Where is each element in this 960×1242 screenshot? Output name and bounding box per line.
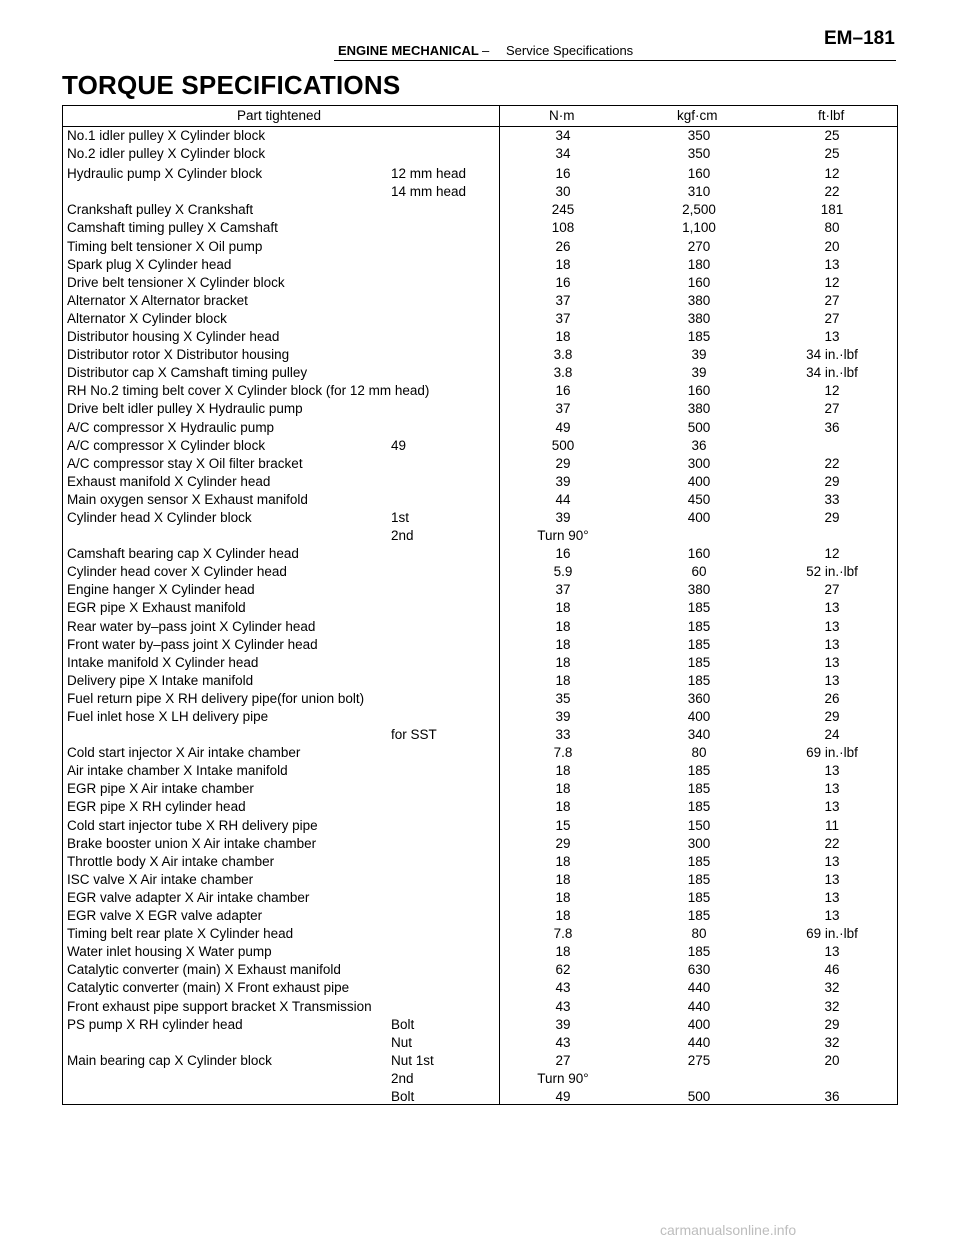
torque-kgfcm-cell: 400 (687, 509, 711, 525)
table-row (63, 346, 897, 364)
torque-ftlbf-cell: 13 (824, 636, 840, 652)
torque-nm-cell: 18 (555, 600, 571, 616)
torque-ftlbf-cell: 13 (824, 853, 840, 869)
page-header (0, 0, 960, 64)
table-row (63, 1034, 897, 1052)
torque-nm-cell: 18 (555, 889, 571, 905)
page-number: EM–181 (824, 28, 895, 49)
table-row (63, 636, 897, 654)
table-row (63, 509, 897, 527)
torque-ftlbf-cell: 33 (824, 491, 840, 507)
part-tightened-cell: A/C compressor stay X Oil filter bracket (67, 455, 303, 471)
column-header-part: Part tightened (237, 108, 322, 123)
torque-nm-cell: 43 (555, 998, 571, 1014)
torque-nm-cell: 37 (555, 401, 571, 417)
table-row (63, 762, 897, 780)
table-row (63, 998, 897, 1016)
torque-kgfcm-cell: 350 (687, 146, 711, 162)
torque-nm-cell: 39 (555, 473, 571, 489)
torque-nm-cell: 18 (555, 763, 571, 779)
part-tightened-cell: Air intake chamber X Intake manifold (67, 763, 288, 779)
torque-ftlbf-cell: 13 (824, 600, 840, 616)
table-row (63, 925, 897, 943)
condition-note-cell: Nut (391, 1034, 413, 1050)
table-row (63, 961, 897, 979)
part-tightened-cell: Throttle body X Air intake chamber (67, 853, 275, 869)
torque-nm-cell: 34 (555, 128, 571, 143)
table-row (63, 382, 897, 400)
table-row (63, 491, 897, 509)
torque-ftlbf-cell: 13 (824, 781, 840, 797)
torque-ftlbf-cell: 46 (824, 962, 840, 978)
torque-ftlbf-cell: 13 (824, 799, 840, 815)
part-tightened-cell: Timing belt rear plate X Cylinder head (67, 926, 294, 942)
torque-kgfcm-cell: 500 (687, 1088, 711, 1104)
torque-ftlbf-cell: 12 (824, 166, 840, 182)
torque-kgfcm-cell: 400 (687, 473, 711, 489)
torque-kgfcm-cell: 185 (687, 908, 711, 924)
torque-nm-cell: 3.8 (553, 365, 573, 381)
part-tightened-cell: ISC valve X Air intake chamber (67, 871, 254, 887)
torque-ftlbf-cell: 34 in.·lbf (806, 347, 858, 363)
torque-kgfcm-cell: 440 (687, 980, 711, 996)
torque-kgfcm-cell: 1,100 (682, 220, 716, 236)
torque-kgfcm-cell: 380 (687, 310, 711, 326)
table-row (63, 943, 897, 961)
torque-kgfcm-cell: 36 (691, 437, 707, 453)
part-tightened-cell: Camshaft bearing cap X Cylinder head (67, 546, 299, 562)
torque-nm-cell: 43 (555, 1034, 571, 1050)
torque-ftlbf-cell: 22 (824, 184, 840, 200)
condition-note-cell: 2nd (391, 1070, 414, 1086)
table-row (63, 310, 897, 328)
torque-ftlbf-cell: 26 (824, 690, 840, 706)
torque-kgfcm-cell: 80 (691, 745, 707, 761)
torque-nm-cell: 37 (555, 582, 571, 598)
page-title: TORQUE SPECIFICATIONS (62, 70, 401, 100)
torque-kgfcm-cell: 185 (687, 853, 711, 869)
torque-kgfcm-cell: 400 (687, 1016, 711, 1032)
table-row (63, 219, 897, 237)
torque-nm-cell: 15 (555, 817, 571, 833)
torque-ftlbf-cell: 69 in.·lbf (806, 745, 858, 761)
table-row (63, 907, 897, 925)
table-row (63, 527, 897, 545)
torque-kgfcm-cell: 400 (687, 709, 711, 724)
part-tightened-cell: Main oxygen sensor X Exhaust manifold (67, 491, 308, 507)
torque-ftlbf-cell: 13 (824, 889, 840, 905)
table-row (63, 690, 897, 708)
part-tightened-cell: Front water by–pass joint X Cylinder head (67, 636, 318, 652)
part-tightened-cell: Brake booster union X Air intake chamber (67, 835, 317, 851)
table-row (63, 853, 897, 871)
torque-ftlbf-cell: 29 (824, 709, 840, 724)
part-tightened-cell: Water inlet housing X Water pump (67, 944, 272, 960)
torque-kgfcm-cell: 80 (691, 926, 707, 942)
table-row (63, 979, 897, 997)
torque-nm-cell: 500 (551, 437, 575, 453)
condition-note-cell: Bolt (391, 1016, 415, 1032)
torque-kgfcm-cell: 500 (687, 419, 711, 435)
torque-nm-cell: 30 (555, 184, 571, 200)
torque-kgfcm-cell: 350 (687, 128, 711, 143)
torque-kgfcm-cell: 185 (687, 781, 711, 797)
torque-nm-cell: 16 (555, 546, 571, 562)
torque-kgfcm-cell: 185 (687, 944, 711, 960)
torque-ftlbf-cell: 12 (824, 274, 840, 290)
torque-nm-cell: 18 (555, 636, 571, 652)
torque-kgfcm-cell: 60 (691, 564, 707, 580)
torque-kgfcm-cell: 380 (687, 401, 711, 417)
torque-nm-cell: 18 (555, 256, 571, 272)
torque-nm-cell: 27 (555, 1052, 571, 1068)
torque-ftlbf-cell: 20 (824, 238, 840, 254)
table-row (63, 817, 897, 835)
torque-kgfcm-cell: 185 (687, 600, 711, 616)
torque-kgfcm-cell: 2,500 (682, 202, 716, 218)
part-tightened-cell: Cold start injector X Air intake chamber (67, 745, 301, 761)
torque-ftlbf-cell: 29 (824, 509, 840, 525)
torque-nm-cell: 39 (555, 709, 571, 724)
torque-kgfcm-cell: 630 (687, 962, 711, 978)
torque-kgfcm-cell: 160 (687, 383, 711, 399)
torque-ftlbf-cell: 80 (824, 220, 840, 236)
torque-kgfcm-cell: 160 (687, 166, 711, 182)
torque-kgfcm-cell: 185 (687, 889, 711, 905)
torque-nm-cell: 18 (555, 781, 571, 797)
table-row (63, 618, 897, 636)
torque-ftlbf-cell: 27 (824, 582, 840, 598)
torque-spec-table (62, 105, 898, 1105)
torque-kgfcm-cell: 180 (687, 256, 711, 272)
table-row (63, 744, 897, 762)
table-row (63, 1070, 897, 1088)
torque-kgfcm-cell: 185 (687, 672, 711, 688)
table-row (63, 563, 897, 581)
torque-ftlbf-cell: 22 (824, 835, 840, 851)
part-tightened-cell: PS pump X RH cylinder head (67, 1016, 243, 1032)
part-tightened-cell: Engine hanger X Cylinder head (67, 582, 255, 598)
torque-ftlbf-cell: 36 (824, 1088, 840, 1104)
table-row (63, 835, 897, 853)
torque-ftlbf-cell: 32 (824, 998, 840, 1014)
torque-ftlbf-cell: 13 (824, 871, 840, 887)
table-row (63, 599, 897, 617)
torque-ftlbf-cell: 24 (824, 727, 840, 743)
torque-ftlbf-cell: 27 (824, 292, 840, 308)
torque-ftlbf-cell: 13 (824, 908, 840, 924)
part-tightened-cell: Main bearing cap X Cylinder block (67, 1052, 272, 1068)
part-tightened-cell: A/C compressor X Hydraulic pump (67, 419, 275, 435)
torque-ftlbf-cell: 32 (824, 1034, 840, 1050)
torque-kgfcm-cell: 380 (687, 582, 711, 598)
torque-nm-cell: 37 (555, 310, 571, 326)
table-row (63, 165, 897, 183)
torque-kgfcm-cell: 300 (687, 835, 711, 851)
torque-nm-cell: 18 (555, 908, 571, 924)
torque-ftlbf-cell: 13 (824, 618, 840, 634)
condition-note-cell: for SST (391, 727, 437, 743)
torque-nm-cell: 7.8 (553, 926, 573, 942)
part-tightened-cell: EGR valve adapter X Air intake chamber (67, 889, 310, 905)
part-tightened-cell: Camshaft timing pulley X Camshaft (67, 220, 278, 236)
table-row (63, 437, 897, 455)
torque-nm-cell: 18 (555, 672, 571, 688)
torque-ftlbf-cell: 52 in.·lbf (806, 564, 858, 580)
header-rule (334, 60, 896, 61)
part-tightened-cell: Exhaust manifold X Cylinder head (67, 473, 271, 489)
torque-nm-cell: Turn 90° (537, 1070, 589, 1086)
torque-kgfcm-cell: 185 (687, 654, 711, 670)
torque-nm-cell: 245 (551, 202, 575, 218)
torque-nm-cell: Turn 90° (537, 528, 589, 544)
torque-nm-cell: 39 (555, 509, 571, 525)
torque-ftlbf-cell: 13 (824, 944, 840, 960)
table-row (63, 1052, 897, 1070)
torque-ftlbf-cell: 25 (824, 128, 840, 143)
torque-nm-cell: 37 (555, 292, 571, 308)
table-row (63, 127, 897, 145)
torque-nm-cell: 34 (555, 146, 571, 162)
table-row (63, 545, 897, 563)
part-tightened-cell: A/C compressor X Cylinder block (67, 437, 266, 453)
table-row (63, 889, 897, 907)
torque-kgfcm-cell: 185 (687, 763, 711, 779)
torque-kgfcm-cell: 185 (687, 329, 711, 345)
part-tightened-cell: Timing belt tensioner X Oil pump (67, 238, 263, 254)
torque-kgfcm-cell: 300 (687, 455, 711, 471)
part-tightened-cell: Distributor cap X Camshaft timing pulley (67, 365, 308, 381)
torque-kgfcm-cell: 185 (687, 799, 711, 815)
table-row (63, 400, 897, 418)
torque-kgfcm-cell: 160 (687, 274, 711, 290)
table-row (63, 201, 897, 219)
torque-nm-cell: 49 (555, 1088, 571, 1104)
torque-kgfcm-cell: 270 (687, 238, 711, 254)
condition-note-cell: Nut 1st (391, 1052, 434, 1068)
part-tightened-cell: Cylinder head X Cylinder block (67, 509, 252, 525)
part-tightened-cell: Distributor housing X Cylinder head (67, 329, 280, 345)
torque-kgfcm-cell: 275 (687, 1052, 711, 1068)
watermark-text: carmanualsonline.info (660, 1222, 797, 1238)
part-tightened-cell: Catalytic converter (main) X Front exhaust pipe (67, 980, 350, 996)
table-row (63, 364, 897, 382)
part-tightened-cell: Hydraulic pump X Cylinder block (67, 166, 263, 182)
part-tightened-cell: EGR pipe X Air intake chamber (67, 781, 254, 797)
part-tightened-cell: Delivery pipe X Intake manifold (67, 672, 254, 688)
torque-ftlbf-cell: 13 (824, 763, 840, 779)
part-tightened-cell: EGR pipe X RH cylinder head (67, 799, 246, 815)
condition-note-cell: 14 mm head (391, 184, 467, 200)
header-section-title: ENGINE MECHANICAL (338, 43, 479, 58)
part-tightened-cell: Fuel return pipe X RH delivery pipe(for union bolt) (67, 690, 365, 706)
part-tightened-cell: EGR pipe X Exhaust manifold (67, 600, 246, 616)
part-tightened-cell: Distributor rotor X Distributor housing (67, 347, 290, 363)
torque-kgfcm-cell: 185 (687, 636, 711, 652)
table-row (63, 798, 897, 816)
torque-nm-cell: 39 (555, 1016, 571, 1032)
torque-nm-cell: 16 (555, 274, 571, 290)
table-row (63, 708, 897, 726)
torque-kgfcm-cell: 39 (691, 347, 707, 363)
torque-kgfcm-cell: 39 (691, 365, 707, 381)
column-header-kgfcm: kgf·cm (677, 108, 718, 123)
torque-ftlbf-cell: 29 (824, 473, 840, 489)
torque-ftlbf-cell: 20 (824, 1052, 840, 1068)
part-tightened-cell: No.2 idler pulley X Cylinder block (67, 146, 266, 162)
table-row (63, 292, 897, 310)
torque-ftlbf-cell: 27 (824, 401, 840, 417)
table-row (63, 419, 897, 437)
table-row (63, 455, 897, 473)
torque-kgfcm-cell: 360 (687, 690, 711, 706)
torque-ftlbf-cell: 13 (824, 329, 840, 345)
torque-nm-cell: 26 (555, 238, 571, 254)
torque-ftlbf-cell: 181 (820, 202, 844, 218)
torque-ftlbf-cell: 29 (824, 1016, 840, 1032)
torque-kgfcm-cell: 440 (687, 1034, 711, 1050)
part-tightened-cell: Catalytic converter (main) X Exhaust manifold (67, 962, 341, 978)
column-header-nm: N·m (549, 108, 575, 123)
torque-nm-cell: 18 (555, 654, 571, 670)
torque-ftlbf-cell: 12 (824, 383, 840, 399)
part-tightened-cell: Rear water by–pass joint X Cylinder head (67, 618, 316, 634)
torque-nm-cell: 18 (555, 853, 571, 869)
part-tightened-cell: Crankshaft pulley X Crankshaft (67, 202, 254, 218)
torque-ftlbf-cell: 22 (824, 455, 840, 471)
torque-nm-cell: 29 (555, 455, 571, 471)
torque-nm-cell: 43 (555, 980, 571, 996)
torque-nm-cell: 62 (555, 962, 571, 978)
part-tightened-cell: No.1 idler pulley X Cylinder block (67, 128, 266, 143)
torque-kgfcm-cell: 380 (687, 292, 711, 308)
torque-nm-cell: 5.9 (553, 564, 573, 580)
torque-nm-cell: 16 (555, 383, 571, 399)
torque-nm-cell: 108 (551, 220, 575, 236)
torque-ftlbf-cell: 13 (824, 654, 840, 670)
table-row (63, 1016, 897, 1034)
part-tightened-cell: Cylinder head cover X Cylinder head (67, 564, 287, 580)
part-tightened-cell: Spark plug X Cylinder head (67, 256, 232, 272)
table-row (63, 256, 897, 274)
torque-ftlbf-cell: 34 in.·lbf (806, 365, 858, 381)
torque-nm-cell: 7.8 (553, 745, 573, 761)
torque-nm-cell: 29 (555, 835, 571, 851)
table-row (63, 672, 897, 690)
torque-nm-cell: 18 (555, 799, 571, 815)
torque-ftlbf-cell: 13 (824, 256, 840, 272)
torque-kgfcm-cell: 160 (687, 546, 711, 562)
torque-kgfcm-cell: 185 (687, 618, 711, 634)
part-tightened-cell: Alternator X Alternator bracket (67, 292, 248, 308)
part-tightened-cell: Intake manifold X Cylinder head (67, 654, 259, 670)
table-row (63, 274, 897, 292)
torque-nm-cell: 18 (555, 329, 571, 345)
condition-note-cell: 2nd (391, 528, 414, 544)
condition-note-cell: 1st (391, 509, 410, 525)
header-subsection-title: Service Specifications (506, 43, 634, 58)
torque-ftlbf-cell: 11 (824, 817, 839, 833)
table-row (63, 871, 897, 889)
torque-nm-cell: 35 (555, 690, 571, 706)
table-row (63, 581, 897, 599)
column-header-ftlbf: ft·lbf (818, 108, 845, 123)
part-tightened-cell: Alternator X Cylinder block (67, 310, 227, 326)
torque-kgfcm-cell: 450 (687, 491, 711, 507)
torque-nm-cell: 16 (555, 166, 571, 182)
table-row (63, 473, 897, 491)
torque-kgfcm-cell: 185 (687, 871, 711, 887)
header-separator: – (482, 43, 490, 58)
table-row (63, 145, 897, 163)
part-tightened-cell: RH No.2 timing belt cover X Cylinder block (for 12 mm head) (67, 383, 430, 399)
part-tightened-cell: Cold start injector tube X RH delivery pipe (67, 817, 318, 833)
table-header (63, 106, 897, 127)
torque-nm-cell: 44 (555, 491, 571, 507)
part-tightened-cell: EGR valve X EGR valve adapter (67, 908, 263, 924)
torque-ftlbf-cell: 12 (824, 546, 840, 562)
torque-nm-cell: 33 (555, 727, 571, 743)
part-tightened-cell: Drive belt tensioner X Cylinder block (67, 274, 285, 290)
part-tightened-cell: Front exhaust pipe support bracket X Transmission (67, 998, 372, 1014)
torque-kgfcm-cell: 310 (687, 184, 711, 200)
torque-ftlbf-cell: 25 (824, 146, 840, 162)
torque-ftlbf-cell: 13 (824, 672, 840, 688)
torque-ftlbf-cell: 32 (824, 980, 840, 996)
torque-nm-cell: 18 (555, 944, 571, 960)
table-row (63, 726, 897, 744)
torque-kgfcm-cell: 150 (687, 817, 711, 833)
torque-ftlbf-cell: 69 in.·lbf (806, 926, 858, 942)
torque-nm-cell: 3.8 (553, 347, 573, 363)
table-row (63, 183, 897, 201)
table-row (63, 238, 897, 256)
torque-ftlbf-cell: 36 (824, 419, 840, 435)
table-row (63, 1088, 897, 1106)
torque-kgfcm-cell: 340 (687, 727, 711, 743)
part-tightened-cell: Fuel inlet hose X LH delivery pipe (67, 709, 269, 724)
torque-nm-cell: 18 (555, 618, 571, 634)
table-body (63, 127, 897, 1106)
torque-nm-cell: 49 (555, 419, 571, 435)
table-row (63, 654, 897, 672)
torque-nm-cell: 18 (555, 871, 571, 887)
part-tightened-cell: Drive belt idler pulley X Hydraulic pump (67, 401, 303, 417)
condition-note-cell: 12 mm head (391, 166, 467, 182)
condition-note-cell: Bolt (391, 1088, 415, 1104)
torque-ftlbf-cell: 27 (824, 310, 840, 326)
table-row (63, 328, 897, 346)
torque-kgfcm-cell: 440 (687, 998, 711, 1014)
condition-note-cell: 49 (391, 437, 407, 453)
table-row (63, 780, 897, 798)
